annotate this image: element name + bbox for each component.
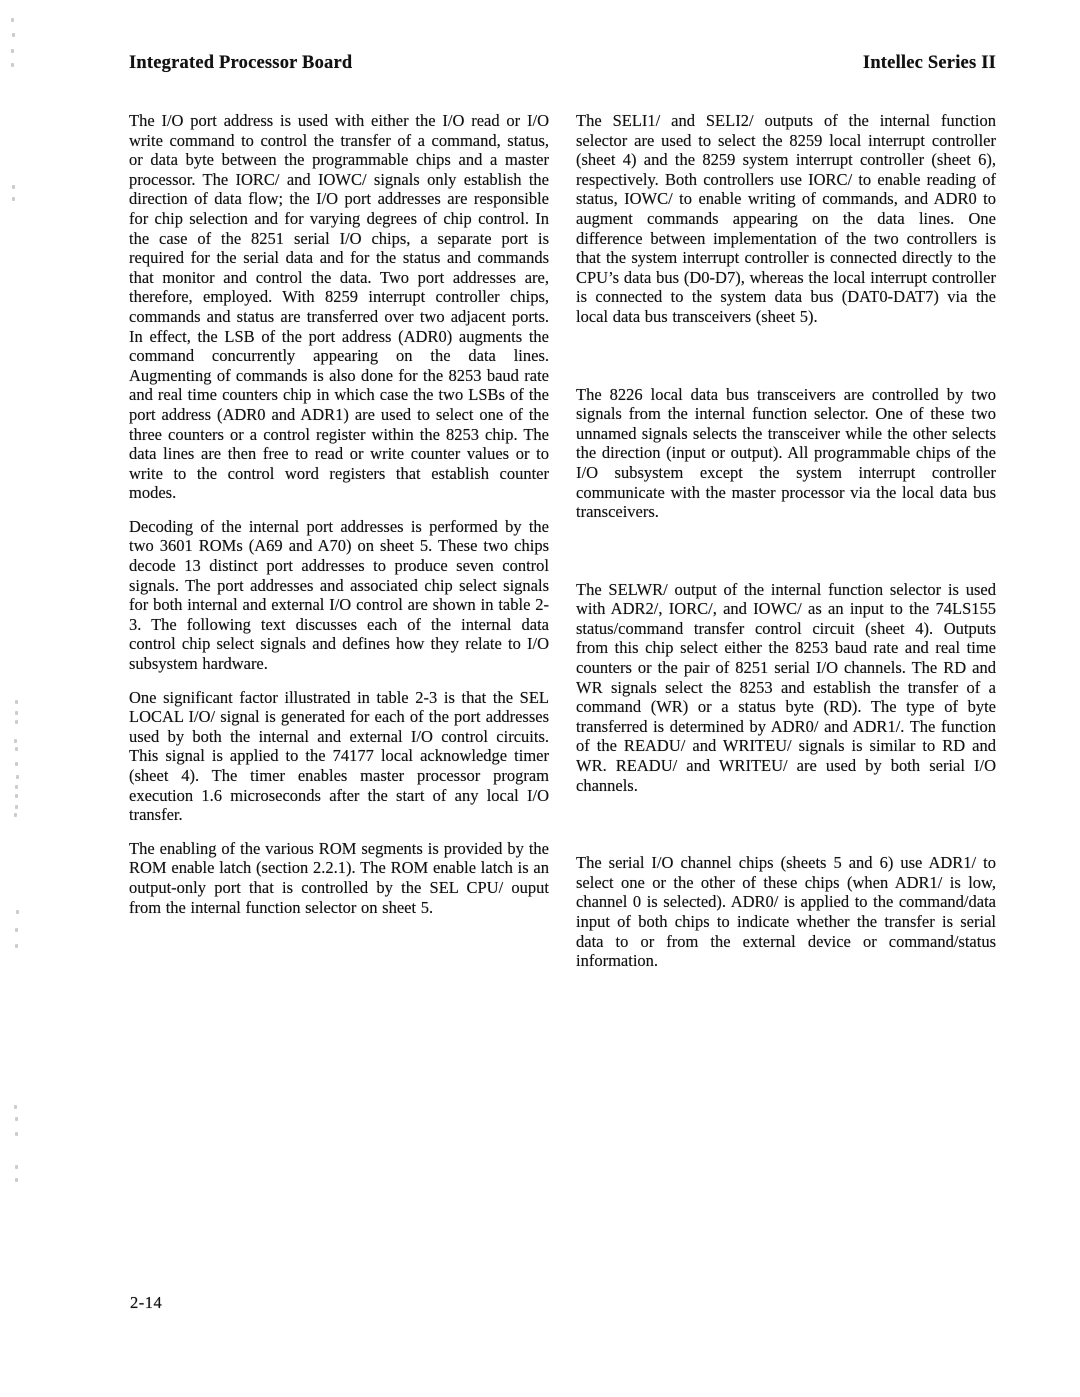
header-title-left: Integrated Processor Board [129,53,353,73]
body-paragraph: The I/O port address is used with either the I/O read or I/O write command to control the transfer of a command, status, or data byte between the programmable chips and a master processor. The IORC/ and IOWC/ signals only establish the direction of data flow; the I/O port addresses are responsible for chip selection and for varying degrees of chip control. In the case of the 8251 serial I/O chips, a separate port is required for the serial data and for the status and commands that monitor and control the data. Two port addresses are, therefore, employed. With 8259 interrupt controller chips, commands and status are transferred over two adjacent ports. In effect, the LSB of the port address (ADR0) augments the command concurrently appearing on the data lines. Augmenting of commands is also done for the 8253 baud rate and real time counters chip in which case the two LSBs of the port address (ADR0 and ADR1) are used to select one of the three counters or a control register within the 8253 chip. The data lines are then free to read or write counter values or to write to the control word registers that establish counter modes. [129,111,549,503]
scan-speck [15,747,18,751]
scan-speck [11,63,14,67]
scan-speck [15,785,18,789]
page-header [129,53,996,74]
column-right [576,111,996,971]
scan-speck [15,1165,18,1169]
page-number: 2-14 [130,1293,163,1312]
column-left [129,111,549,971]
scan-speck [15,794,18,798]
scan-speck [15,944,18,948]
scan-speck [11,49,14,53]
header-title-right: Intellec Series II [862,53,996,73]
scan-speck [15,1178,18,1182]
scan-speck [16,910,19,914]
scan-speck [14,813,17,817]
scan-speck [15,1117,18,1121]
scan-speck [12,185,15,189]
page-footer [130,1293,162,1313]
scan-speck [14,1105,17,1109]
scan-speck [15,720,18,724]
scan-speck [15,711,18,715]
body-paragraph: One significant factor illustrated in table 2-3 is that the SEL LOCAL I/O/ signal is generated for each of the port addresses used by both the internal and external I/O control circuits. This signal is applied to the 74177 local acknowledge timer (sheet 4). The timer enables master processor program execution 1.6 microseconds after the start of any local I/O transfer. [129,687,549,825]
body-paragraph: The serial I/O channel chips (sheets 5 and 6) use ADR1/ to select one or the other of these chips (when ADR1/ is low, channel 0 is selected). ADR0/ is applied to the command/data input of both chips to indicate whether the transfer is serial data to or from the external device or command/status information. [576,853,996,971]
body-columns [129,111,996,971]
scan-speck [15,1132,18,1136]
scan-speck [12,33,15,37]
scan-speck [15,762,18,766]
body-paragraph: The 8226 local data bus transceivers are controlled by two signals from the internal function selector. One of these two unnamed signals selects the transceiver while the other selects the direction (input or output). All programmable chips of the I/O subsystem except the system interrupt controller communicate with the master processor via the local data bus transceivers. [576,384,996,522]
scan-speck [12,197,15,201]
body-paragraph: The enabling of the various ROM segments is provided by the ROM enable latch (section 2.2.1). The ROM enable latch is an output-only port that is controlled by the SEL CPU/ ouput from the internal function selector on sheet 5. [129,838,549,917]
scan-speck [15,928,18,932]
body-paragraph: The SELWR/ output of the internal function selector is used with ADR2/, IORC/, and IOWC/ as an input to the 74LS155 status/command transfer control circuit (sheet 4). Outputs from this chip select either the 8253 baud rate and real time counters or the pair of 8251 serial I/O channels. The RD and WR signals select the 8253 and establish the transfer of a command (WR) or a status byte (RD). The type of byte transferred is determined by ADR0/ and ADR1/. The function of the READU/ and WRITEU/ signals is similar to RD and WR. READU/ and WRITEU/ are used by both serial I/O channels. [576,579,996,795]
body-paragraph: The SELI1/ and SELI2/ outputs of the internal function selector are used to select the 8259 local interrupt controller (sheet 4) and the 8259 system interrupt controller (sheet 6), respectively. Both controllers use IORC/ to enable reading of status, IOWC/ to enable writing of commands, and ADR0 to augment commands appearing on the data lines. One difference between implementation of the two controllers is that the system interrupt controller is connected directly to the CPU’s data bus (D0-D7), whereas the local interrupt controller is connected to the system data bus (DAT0-DAT7) via the local data bus transceivers (sheet 5). [576,111,996,326]
scan-speck [15,700,18,704]
scan-speck [15,805,18,809]
scan-speck [14,739,17,743]
body-paragraph: Decoding of the internal port addresses is performed by the two 3601 ROMs (A69 and A70) on sheet 5. These two chips decode 13 distinct port addresses to produce seven control signals. The port addresses and associated chip select signals for both internal and external I/O control are shown in table 2-3. The following text discusses each of the internal data control chip select signals and defines how they relate to I/O subsystem hardware. [129,516,549,674]
scan-speck [11,18,14,22]
scan-speck [16,775,19,779]
